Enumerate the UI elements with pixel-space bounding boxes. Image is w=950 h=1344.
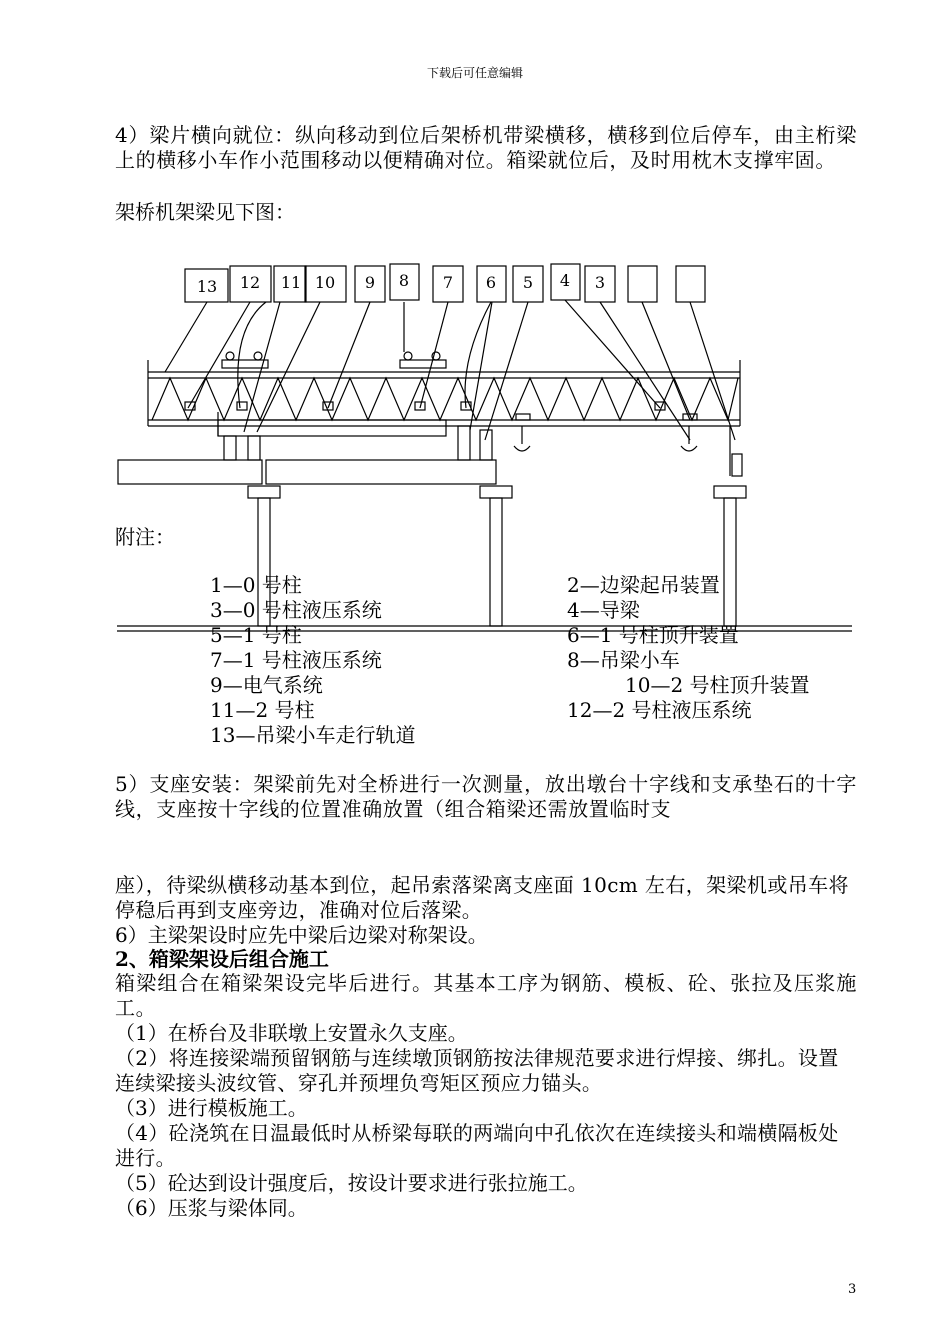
legend-item: 13—吊梁小车走行轨道 <box>210 723 416 747</box>
section-2-title: 2、箱梁架设后组合施工 <box>115 947 329 971</box>
paragraph-5a: 5）支座安装：架梁前先对全桥进行一次测量，放出墩台十字线和支承垫石的十字线，支座按十字线的位置准确放置（组合箱梁还需放置临时支 <box>115 772 857 821</box>
legend-item: 9—电气系统 <box>210 673 323 697</box>
page-number: 3 <box>848 1282 857 1297</box>
note-title: 附注： <box>115 525 175 549</box>
label-7: 7 <box>442 273 454 292</box>
step-5: （5）砼达到设计强度后，按设计要求进行张拉施工。 <box>115 1171 588 1195</box>
legend-item: 4—导梁 <box>567 598 640 622</box>
legend-item: 5—1 号柱 <box>210 623 302 647</box>
legend-item: 6—1 号柱顶升装置 <box>567 623 739 647</box>
legend-item: 8—吊梁小车 <box>567 648 680 672</box>
legend-item: 11—2 号柱 <box>210 698 315 722</box>
paragraph-6: 6）主梁架设时应先中梁后边梁对称架设。 <box>115 923 488 947</box>
label-6: 6 <box>485 273 497 292</box>
label-8: 8 <box>398 271 410 290</box>
paragraph-5b: 座），待梁纵横移动基本到位，起吊索落梁离支座面 10cm 左右，架梁机或吊车将停稳后再到支座旁边，准确对位后落梁。 <box>115 873 849 922</box>
step-1: （1）在桥台及非联墩上安置永久支座。 <box>115 1021 468 1045</box>
step-2: （2）将连接梁端预留钢筋与连续墩顶钢筋按法律规范要求进行焊接、绑扎。设置连续梁接头波纹管、穿孔并预埋负弯矩区预应力锚头。 <box>115 1046 839 1095</box>
legend-item: 3—0 号柱液压系统 <box>210 598 382 622</box>
label-5: 5 <box>522 273 534 292</box>
label-box-1 <box>676 266 705 302</box>
legend-item: 1—0 号柱 <box>210 573 302 597</box>
label-11: 11 <box>280 273 302 292</box>
label-3: 3 <box>594 273 606 292</box>
label-12: 12 <box>239 273 261 292</box>
paragraph-4: 4）梁片横向就位：纵向移动到位后架桥机带梁横移，横移到位后停车，由主桁梁上的横移小车作小范围移动以便精确对位。箱梁就位后，及时用枕木支撑牢固。 <box>115 123 857 172</box>
step-6: （6）压浆与梁体同。 <box>115 1196 308 1220</box>
section-2-intro: 箱梁组合在箱梁架设完毕后进行。其基本工序为钢筋、模板、砼、张拉及压浆施工。 <box>115 971 857 1020</box>
label-box-2 <box>628 266 657 302</box>
label-13: 13 <box>196 277 218 296</box>
label-10: 10 <box>314 273 336 292</box>
figure-intro: 架桥机架梁见下图： <box>115 200 295 224</box>
page-header: 下载后可任意编辑 <box>426 66 523 80</box>
step-3: （3）进行模板施工。 <box>115 1096 308 1120</box>
legend-item: 10—2 号柱顶升装置 <box>625 673 810 697</box>
step-4: （4）砼浇筑在日温最低时从桥梁每联的两端向中孔依次在连续接头和端横隔板处进行。 <box>115 1121 839 1170</box>
legend-item: 12—2 号柱液压系统 <box>567 698 752 722</box>
label-9: 9 <box>364 273 376 292</box>
legend-item: 2—边梁起吊装置 <box>567 573 720 597</box>
legend-item: 7—1 号柱液压系统 <box>210 648 382 672</box>
label-4: 4 <box>559 271 571 290</box>
